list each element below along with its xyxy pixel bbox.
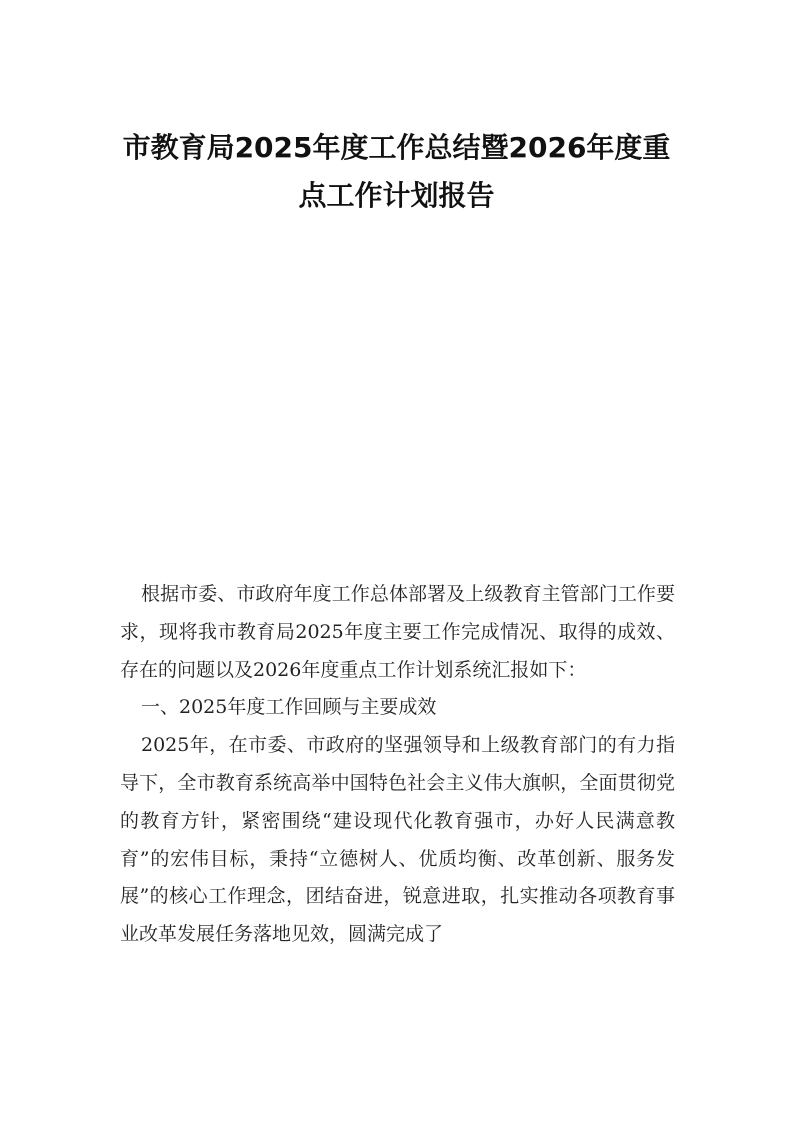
document-title-line-2: 点工作计划报告 xyxy=(298,179,495,212)
document-body xyxy=(120,576,675,954)
body-paragraph: 2025年，在市委、市政府的坚强领导和上级教育部门的有力指导下，全市教育系统高举中国特色社会主义伟大旗帜，全面贯彻党的教育方针，紧密围绕“建设现代化教育强市，办好人民满意教育”的宏伟目标，秉持“立德树人、优质均衡、改革创新、服务发展”的核心工作理念，团结奋进，锐意进取，扎实推动各项教育事业改革发展任务落地见效，圆满完成了 xyxy=(120,734,675,946)
document-title-line-1: 市教育局2025年度工作总结暨2026年度重 xyxy=(122,131,671,164)
intro-paragraph: 根据市委、市政府年度工作总体部署及上级教育主管部门工作要求，现将我市教育局2025年度主要工作完成情况、取得的成效、存在的问题以及2026年度重点工作计划系统汇报如下： xyxy=(120,583,675,681)
document-title xyxy=(100,124,693,220)
section-heading: 一、2025年度工作回顾与主要成效 xyxy=(141,696,437,719)
